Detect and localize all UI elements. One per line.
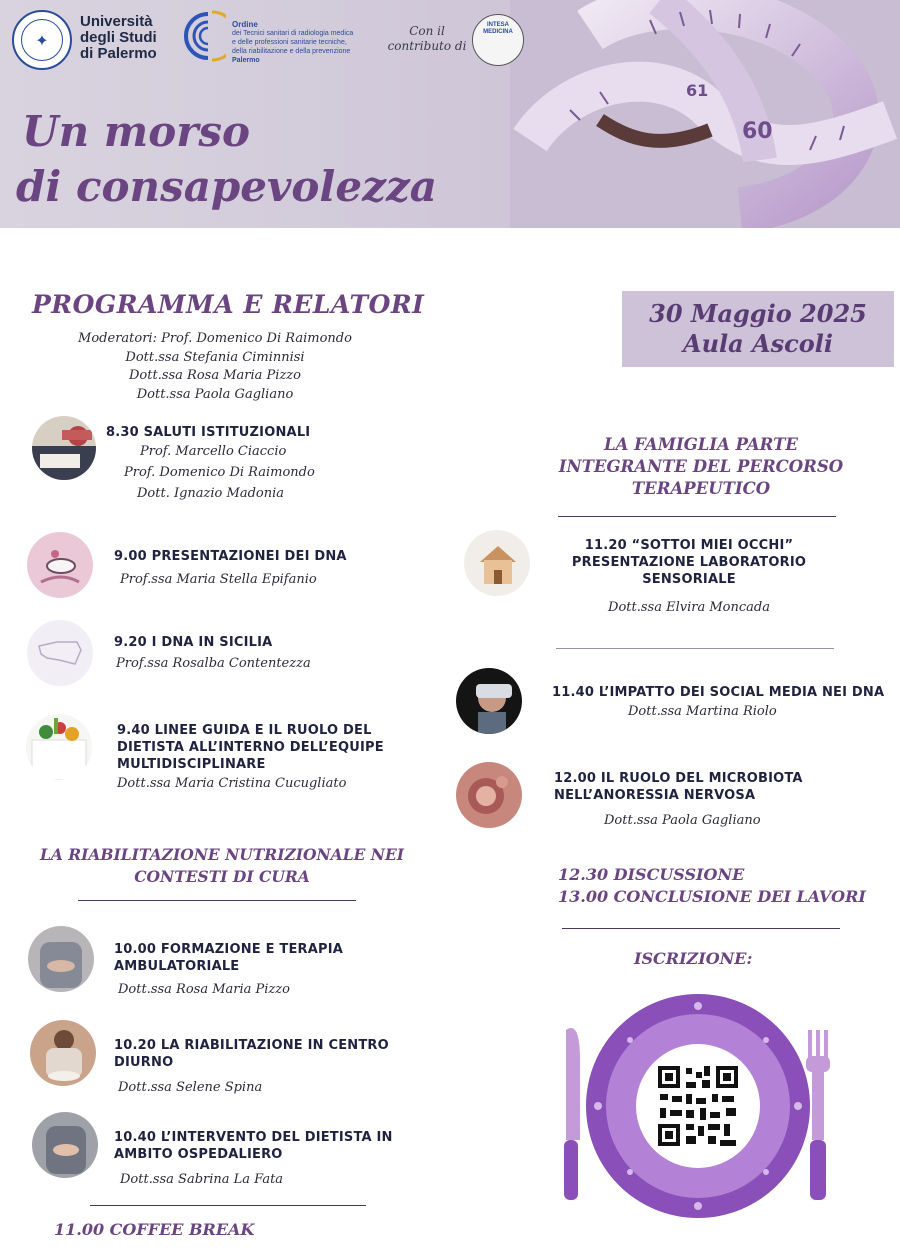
talk-photo-icon — [32, 1112, 98, 1178]
talk-item — [114, 941, 343, 1000]
ordine-logo — [178, 8, 226, 64]
moderator-line: Dott.ssa Paola Gagliano — [136, 386, 294, 402]
sponsor-line: INTESA — [486, 22, 509, 28]
talk-title: 9.00 PRESENTAZIONEI DEI DNA — [114, 549, 347, 564]
talk-speaker: Prof.ssa Rosalba Contentezza — [116, 656, 311, 671]
section-heading-line: INTEGRANTE DEL PERCORSO — [558, 457, 844, 476]
event-venue: Aula Ascoli — [682, 329, 834, 358]
talk-photo-icon — [27, 532, 93, 598]
section-heading-rehab — [22, 844, 422, 888]
talk-title: 10.40 L’INTERVENTO DEL DIETISTA IN — [114, 1130, 393, 1145]
talk-title: 12.00 IL RUOLO DEL MICROBIOTA — [554, 771, 803, 786]
sponsor-line: MEDICINA — [483, 29, 513, 35]
talk-photo-icon — [28, 926, 94, 992]
closing-item: 12.30 DISCUSSIONE — [558, 865, 745, 884]
talk-speaker: Dott.ssa Maria Cristina Cucugliato — [117, 776, 347, 791]
talk-speaker: Dott.ssa Sabrina La Fata — [120, 1172, 284, 1187]
talk-item — [552, 684, 884, 722]
talk-speaker: Prof. Marcello Ciaccio — [140, 444, 287, 459]
program-heading: PROGRAMMA E RELATORI — [32, 290, 425, 319]
qr-code[interactable] — [656, 1064, 740, 1148]
talk-speaker: Dott.ssa Martina Riolo — [628, 704, 777, 719]
divider — [90, 1205, 366, 1206]
ordine-line: e delle professioni sanitarie tecniche, — [232, 39, 347, 46]
svg-text:61: 61 — [686, 81, 709, 100]
ordine-line: della riabilitazione e della prevenzione — [232, 48, 351, 55]
event-title-line: di consapevolezza — [16, 162, 438, 211]
talk-photo-icon — [30, 1020, 96, 1086]
talk-speaker: Dott.ssa Rosa Maria Pizzo — [118, 982, 290, 997]
talk-title: MULTIDISCIPLINARE — [117, 757, 266, 772]
section-heading-line: LA FAMIGLIA PARTE — [604, 435, 798, 454]
section-heading-line: CONTESTI DI CURA — [134, 867, 310, 886]
contribution-label — [386, 24, 468, 54]
microbiota-photo-icon — [456, 762, 522, 828]
sponsor-logo — [472, 14, 524, 66]
moderators — [60, 330, 370, 404]
talk-speaker: Dott. Ignazio Madonia — [137, 486, 284, 501]
event-date: 30 Maggio 2025 — [649, 299, 867, 328]
talk-item — [114, 548, 347, 590]
registration-qr-plate[interactable] — [550, 990, 850, 1230]
unipa-line: Università — [80, 13, 153, 30]
talk-title: PRESENTAZIONE LABORATORIO — [571, 555, 807, 570]
talk-speaker: Dott.ssa Selene Spina — [118, 1080, 263, 1095]
unipa-name — [80, 14, 157, 62]
talk-speaker: Dott.ssa Paola Gagliano — [604, 813, 761, 828]
talk-item — [114, 634, 311, 674]
house-photo-icon — [464, 530, 530, 596]
talk-item — [114, 1129, 393, 1190]
vegetables-photo-icon — [26, 714, 92, 780]
closing-item: 13.00 CONCLUSIONE DEI LAVORI — [558, 887, 866, 906]
ordine-name — [232, 20, 382, 65]
talk-title: 11.40 L’IMPATTO DEI SOCIAL MEDIA NEI DNA — [552, 685, 885, 700]
talk-item — [114, 1037, 389, 1098]
ordine-line: dei Tecnici sanitari di radiologia medica — [232, 30, 354, 37]
talk-title: 9.20 I DNA IN SICILIA — [114, 635, 273, 650]
talk-speaker: Dott.ssa Elvira Moncada — [608, 600, 770, 615]
registration-heading: ISCRIZIONE: — [634, 949, 753, 968]
talk-title: 11.20 “SOTTOI MIEI OCCHI” — [584, 538, 794, 553]
divider — [562, 928, 840, 929]
talk-speaker: Prof.ssa Maria Stella Epifanio — [120, 572, 317, 587]
divider — [558, 516, 836, 517]
header-banner — [0, 0, 900, 228]
measuring-tape-image — [510, 0, 900, 228]
talk-item — [106, 424, 315, 504]
unipa-seal-logo: ✦ — [12, 10, 72, 70]
talk-item — [564, 537, 814, 618]
talk-title: 10.00 FORMAZIONE E TERAPIA — [114, 942, 344, 957]
unipa-line: degli Studi — [80, 29, 157, 46]
knife-icon — [564, 1028, 580, 1200]
talk-title: AMBITO OSPEDALIERO — [114, 1147, 283, 1162]
ordine-title: Ordine — [232, 20, 258, 29]
section-heading-line: LA RIABILITAZIONE NUTRIZIONALE NEI — [39, 845, 405, 864]
talk-item — [117, 722, 384, 794]
talk-title: 8.30 SALUTI ISTITUZIONALI — [106, 425, 311, 440]
closing-schedule — [558, 864, 866, 908]
event-title — [16, 104, 438, 214]
divider — [556, 648, 834, 649]
talk-title: DIURNO — [114, 1055, 174, 1070]
talk-title: AMBULATORIALE — [114, 959, 240, 974]
talk-title: DIETISTA ALL’INTERNO DELL’EQUIPE — [117, 740, 384, 755]
unipa-line: di Palermo — [80, 45, 157, 62]
svg-text:60: 60 — [742, 119, 773, 144]
talk-title: NELL’ANORESSIA NERVOSA — [554, 788, 756, 803]
date-venue-box — [622, 291, 894, 367]
coffee-break: 11.00 COFFEE BREAK — [54, 1220, 255, 1239]
talk-photo-icon — [32, 416, 96, 480]
contribution-line: Con il — [409, 24, 445, 38]
moderator-line: Dott.ssa Rosa Maria Pizzo — [129, 368, 301, 383]
section-heading-line: TERAPEUTICO — [631, 479, 771, 498]
divider — [78, 900, 356, 901]
vr-headset-photo-icon — [456, 668, 522, 734]
event-title-line: Un morso — [22, 107, 251, 156]
section-heading-family — [556, 434, 846, 500]
sicily-map-icon — [27, 620, 93, 686]
moderator-line: Moderatori: Prof. Domenico Di Raimondo — [78, 331, 352, 346]
contribution-line: contributo di — [387, 39, 467, 53]
moderator-line: Dott.ssa Stefania Ciminnisi — [125, 349, 305, 365]
talk-item — [554, 770, 803, 831]
ordine-city: Palermo — [232, 57, 260, 64]
talk-title: 10.20 LA RIABILITAZIONE IN CENTRO — [114, 1038, 389, 1053]
talk-speaker: Prof. Domenico Di Raimondo — [124, 465, 315, 480]
talk-title: SENSORIALE — [642, 572, 736, 587]
talk-title: 9.40 LINEE GUIDA E IL RUOLO DEL — [117, 723, 372, 738]
